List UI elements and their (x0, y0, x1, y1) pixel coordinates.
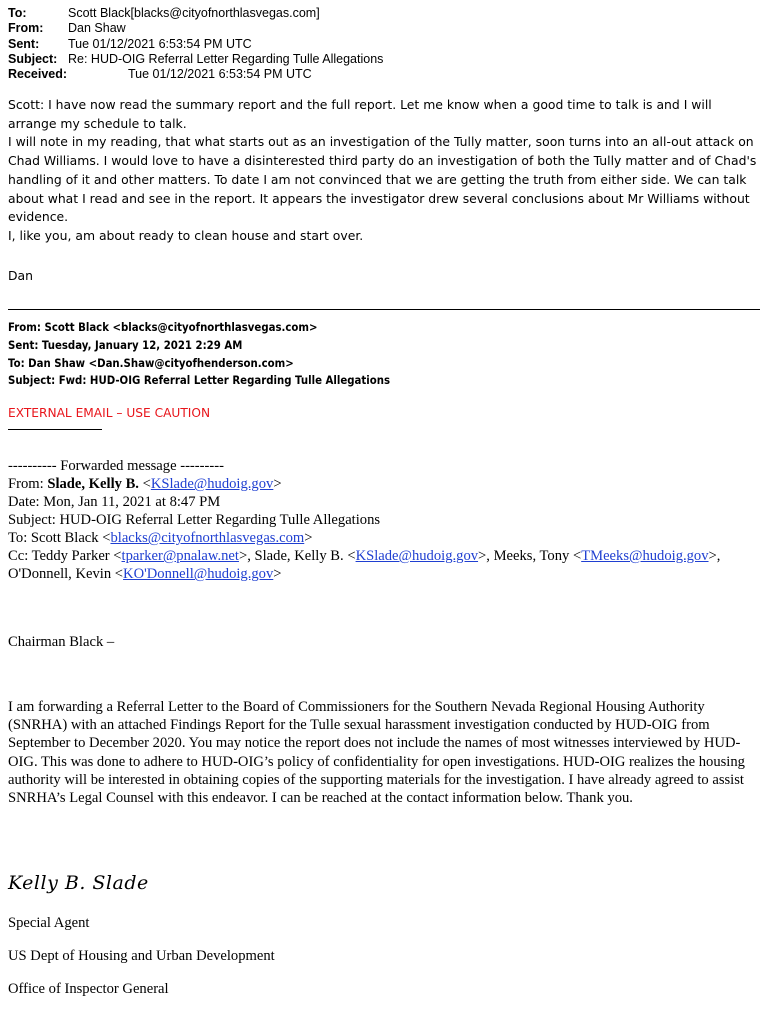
forwarded-subject: Subject: HUD-OIG Referral Letter Regarding Tulle Allegations (8, 512, 381, 528)
forward-header (8, 319, 390, 390)
cc-email-link[interactable]: KO'Donnell@hudoig.gov (123, 566, 274, 582)
reply-paragraph: I will note in my reading, that what starts out as an investigation of the Tully matter, soon turns into an all-out attack on Chad Williams. I would love to have a disinterested third party do an investigation of both the Tully matter and of Chad's handling of it and other matters. To date I am not convinced that we are getting the truth from either side. We can talk about what I read and see in the report. It appears the investigator drew several conclusions about Mr Williams without evidence. (8, 134, 757, 225)
from-row (8, 21, 383, 36)
forward-sent: Sent: Tuesday, January 12, 2021 2:29 AM (8, 338, 243, 352)
divider (8, 309, 760, 310)
signer-org: US Dept of Housing and Urban Development (8, 948, 275, 964)
external-email-warning: EXTERNAL EMAIL – USE CAUTION (8, 406, 211, 420)
signer-office: Office of Inspector General (8, 981, 169, 997)
forwarded-to: To: Scott Black <blacks@cityofnorthlasvegas.com> (8, 530, 313, 546)
warning-underline (8, 429, 102, 430)
forward-from: From: Scott Black <blacks@cityofnorthlasvegas.com> (8, 321, 318, 334)
to-value: Scott Black[blacks@cityofnorthlasvegas.com] (68, 6, 320, 20)
recipient-email-link[interactable]: blacks@cityofnorthlasvegas.com (110, 530, 305, 546)
forwarded-date: Date: Mon, Jan 11, 2021 at 8:47 PM (8, 494, 221, 510)
received-label: Received: (8, 67, 68, 82)
forwarded-from: From: Slade, Kelly B. <KSlade@hudoig.gov> (8, 476, 282, 492)
forward-subject: Subject: Fwd: HUD-OIG Referral Letter Regarding Tulle Allegations (8, 374, 391, 388)
sent-label: Sent: (8, 36, 40, 51)
received-row (8, 67, 383, 82)
letter-body: I am forwarding a Referral Letter to the Board of Commissioners for the Southern Nevada Regional Housing Authority (SNRHA) with an attached Findings Report for the Tulle sexual harassment investigation conducted by HUD-OIG from September to December 2020. You may notice the report does not include the names of most witnesses interviewed by HUD-OIG. This was done to adhere to HUD-OIG’s policy of confidentiality for open investigations. HUD-OIG realizes the housing authority will be interested in obtaining copies of the supporting materials for the investigation. I have already agreed to assist SNRHA’s Legal Counsel with this endeavor. I can be reached at the contact information below. Thank you. (8, 699, 745, 807)
forwarded-cc-line2: O'Donnell, Kevin <KO'Donnell@hudoig.gov> (8, 566, 282, 582)
email-header (8, 6, 383, 82)
signature: Kelly B. Slade (8, 872, 149, 894)
subject-label: Subject: (8, 51, 58, 66)
subject-value: Re: HUD-OIG Referral Letter Regarding Tulle Allegations (68, 51, 384, 66)
forward-to: To: Dan Shaw <Dan.Shaw@cityofhenderson.com> (8, 356, 294, 370)
cc-email-link[interactable]: KSlade@hudoig.gov (355, 548, 479, 564)
from-label: From: (8, 21, 44, 36)
letter-greeting: Chairman Black – (8, 634, 115, 650)
received-value: Tue 01/12/2021 6:53:54 PM UTC (128, 67, 312, 82)
to-label: To: (8, 6, 27, 20)
reply-signoff: Dan (8, 268, 33, 283)
subject-row (8, 52, 383, 67)
sender-email-link[interactable]: KSlade@hudoig.gov (150, 476, 274, 492)
signer-title: Special Agent (8, 915, 90, 931)
sent-value: Tue 01/12/2021 6:53:54 PM UTC (68, 36, 252, 51)
reply-paragraph: I, like you, am about ready to clean house and start over. (8, 227, 364, 243)
forwarded-divider: ---------- Forwarded message --------- (8, 458, 224, 474)
reply-body (8, 96, 760, 246)
sender-name: Slade, Kelly B. (47, 476, 139, 492)
to-row (8, 6, 383, 21)
reply-paragraph: Scott: I have now read the summary report and the full report. Let me know when a good time to talk is and I will arrange my schedule to talk. (8, 97, 712, 131)
from-value: Dan Shaw (68, 21, 126, 36)
sent-row (8, 37, 383, 52)
cc-email-link[interactable]: tparker@pnalaw.net (121, 548, 239, 564)
cc-email-link[interactable]: TMeeks@hudoig.gov (581, 548, 709, 564)
forwarded-cc: Cc: Teddy Parker <tparker@pnalaw.net>, Slade, Kelly B. <KSlade@hudoig.gov>, Meeks, Tony <TMeeks@hudoig.gov>, (8, 548, 721, 564)
